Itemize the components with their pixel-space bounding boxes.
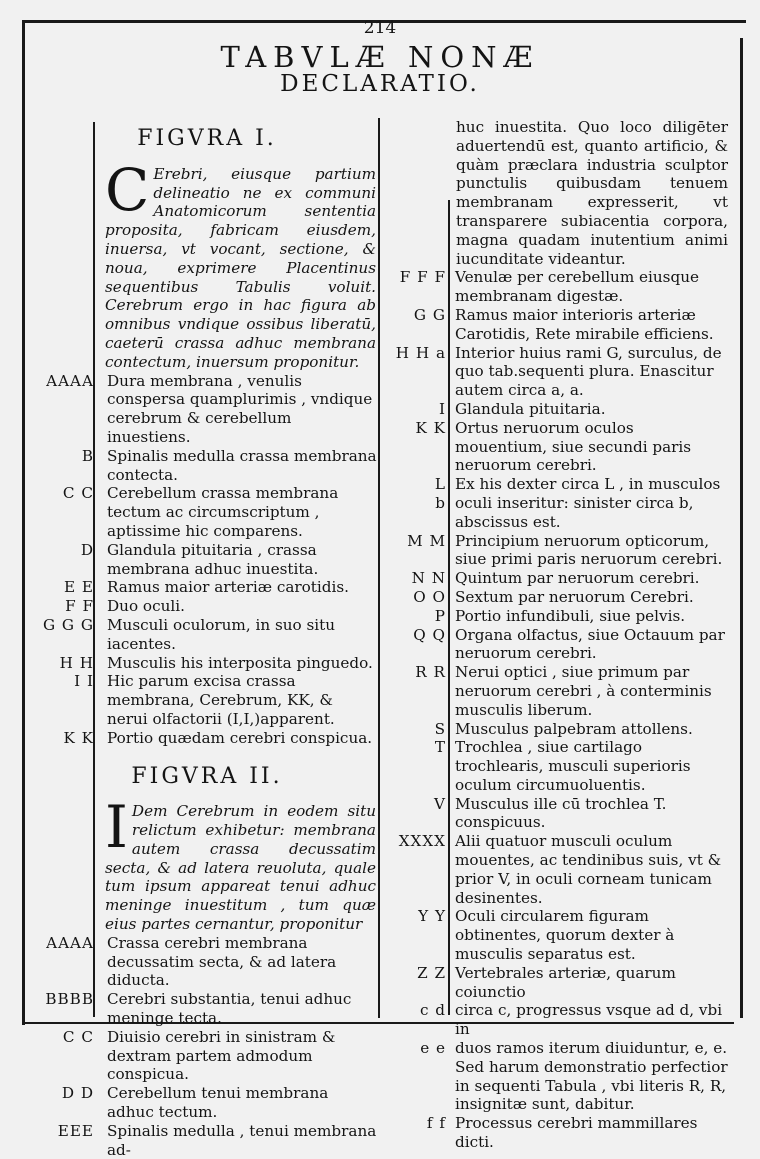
left-column — [8, 126, 378, 1159]
legend-text: Glandula pituitaria. — [455, 399, 606, 418]
legend-key: M M — [407, 531, 446, 550]
legend-entry — [8, 372, 378, 447]
figura-1-dropcap: C — [105, 155, 150, 224]
legend-text: duos ramos iterum diuiduntur, e, e. Sed harum demonstratio perfectior in sequenti Tabula , vbi literis R, R, insignitæ sunt, dabitur. — [455, 1039, 728, 1114]
legend-entry — [388, 494, 728, 532]
legend-entry — [388, 907, 728, 963]
page-number: 214 — [363, 18, 397, 38]
legend-entry — [388, 344, 728, 400]
legend-text: Glandula pituitaria , crassa membrana adhuc inuestita. — [107, 540, 319, 578]
legend-key: AAAA — [46, 933, 94, 952]
legend-entry — [388, 720, 728, 739]
legend-entry — [388, 268, 728, 306]
figura-1-heading: FIGVRA I. — [137, 126, 277, 151]
legend-entry — [8, 672, 378, 728]
legend-entry — [388, 964, 728, 1002]
legend-key: c d — [419, 1001, 446, 1020]
legend-key: f f — [426, 1114, 446, 1133]
legend-key: XXXX — [398, 832, 446, 851]
figura-1-intro — [105, 155, 376, 372]
legend-key: F F F — [399, 268, 446, 287]
legend-entry — [388, 419, 728, 475]
legend-key: S — [434, 719, 446, 738]
legend-entry — [8, 654, 378, 673]
legend-text: Quintum par neruorum cerebri. — [455, 569, 700, 588]
legend-key: Q Q — [413, 625, 446, 644]
legend-key: R R — [415, 663, 446, 682]
legend-entry — [388, 663, 728, 719]
legend-entry — [388, 832, 728, 907]
column-rule-center — [378, 118, 380, 1018]
legend-key: L — [434, 475, 446, 494]
legend-key: G G G — [42, 615, 94, 634]
legend-text: Oculi circularem figuram obtinentes, quorum dexter à musculis separatus est. — [455, 907, 675, 964]
legend-key: K K — [415, 418, 446, 437]
legend-key: AAAA — [46, 371, 94, 390]
legend-entry — [388, 1001, 728, 1039]
legend-key: I — [439, 399, 446, 418]
legend-entry — [388, 532, 728, 570]
page-subtitle: DECLARATIO. — [280, 71, 480, 97]
legend-text: Venulæ per cerebellum eiusque membranam digestæ. — [455, 268, 699, 306]
legend-entry — [388, 588, 728, 607]
legend-entry — [388, 738, 728, 794]
legend-text: Cerebellum crassa membrana tectum ac circumscriptum , aptissime hic comparens. — [107, 484, 339, 540]
legend-text: Interior huius rami G, surculus, de quo tab.sequenti plura. Enascitur autem circa a, a. — [455, 343, 722, 400]
legend-text: Portio infundibuli, siue pelvis. — [455, 606, 686, 625]
legend-key: C C — [62, 484, 94, 503]
legend-text: Alii quatuor musculi oculum mouentes, ac tendinibus suis, vt & prior V, in oculi corneam tunicam desinentes. — [455, 832, 722, 907]
legend-text: Cerebellum tenui membrana adhuc tectum. — [107, 1084, 329, 1122]
legend-text: Ortus neruorum oculos mouentium, siue secundi paris neruorum cerebri. — [455, 418, 692, 475]
legend-key: T — [434, 738, 446, 757]
legend-text: Ramus maior arteriæ carotidis. — [107, 578, 349, 597]
legend-text: Crassa cerebri membrana decussatim secta, & ad latera diducta. — [107, 933, 337, 990]
legend-text: Diuisio cerebri in sinistram & dextram partem admodum conspicua. — [107, 1027, 336, 1084]
legend-entry — [8, 1122, 378, 1159]
legend-text: Spinalis medulla crassa membrana contecta. — [107, 446, 377, 484]
legend-entry — [388, 1039, 728, 1114]
legend-text: Dura membrana , venulis conspersa quamplurimis , vndique cerebrum & cerebellum inuestiens. — [107, 371, 373, 446]
legend-key: B — [81, 446, 94, 465]
right-column — [388, 118, 728, 1152]
legend-entry — [8, 729, 378, 748]
legend-key: b — [435, 493, 446, 512]
right-rule — [740, 38, 743, 1018]
legend-entry — [8, 616, 378, 654]
continued-text: huc inuestita. Quo loco diligēter aduertendū est, quanto artificio, & quàm præclara industria sculptor punctulis quibusdam tenuem membranam expresserit, vt transparere subiacentia corpora, magna quadam inutentium animi iucunditate videantur. — [456, 118, 728, 268]
legend-text: Principium neruorum opticorum, siue primi paris neruorum cerebri. — [455, 531, 723, 569]
legend-entry — [388, 795, 728, 833]
legend-text: Musculus palpebram attollens. — [455, 719, 693, 738]
legend-key: H H — [59, 653, 94, 672]
legend-text: Organa olfactus, siue Octauum par neruorum cerebri. — [455, 625, 725, 663]
legend-text: Musculis his interposita pinguedo. — [107, 653, 373, 672]
legend-entry — [8, 597, 378, 616]
legend-entry — [8, 541, 378, 579]
legend-entry — [388, 475, 728, 494]
legend-entry — [388, 626, 728, 664]
legend-text: Ramus maior interioris arteriæ Carotidis, Rete mirabile efficiens. — [455, 305, 714, 343]
legend-text: Vertebrales arteriæ, quarum coiunctio — [455, 963, 676, 1001]
legend-text: Duo oculi. — [107, 597, 185, 616]
legend-key: G G — [413, 305, 446, 324]
figura-2-intro-text: Dem Cerebrum in eodem situ relictum exhibetur: membrana autem crassa decussatim secta, & ad latera reuoluta, quale tum ipsum appareat tenui adhuc meninge inuestitum , tum quæ eius partes cernantur, proponitur — [105, 802, 376, 934]
legend-key: V — [434, 794, 446, 813]
legend-key: C C — [62, 1027, 94, 1046]
legend-text: Sextum par neruorum Cerebri. — [455, 587, 694, 606]
legend-entry — [8, 578, 378, 597]
legend-key: E E — [63, 578, 94, 597]
legend-entry — [388, 306, 728, 344]
legend-key: D D — [61, 1084, 94, 1103]
legend-text: Spinalis medulla , tenui membrana ad- — [107, 1121, 377, 1159]
page-title: TABVLÆ NONÆ — [220, 40, 540, 74]
legend-key: F F — [65, 597, 94, 616]
legend-text: oculi inseritur: sinister circa b, abscissus est. — [455, 493, 694, 531]
figura-2-entries — [8, 934, 378, 1159]
legend-text: Musculus ille cū trochlea T. conspicuus. — [455, 794, 667, 832]
right-entries — [388, 268, 728, 1151]
legend-text: Ex his dexter circa L , in musculos — [455, 475, 721, 494]
legend-entry — [8, 484, 378, 540]
legend-key: K K — [63, 728, 94, 747]
legend-text: Trochlea , siue cartilago trochlearis, musculi superioris oculum circumuoluentis. — [455, 738, 691, 794]
legend-key: I I — [74, 672, 94, 691]
legend-text: Cerebri substantia, tenui adhuc meninge tecta. — [107, 990, 352, 1028]
figura-1-entries — [8, 372, 378, 748]
legend-key: P — [434, 606, 446, 625]
legend-entry — [8, 934, 378, 990]
figura-2-heading: FIGVRA II. — [131, 763, 283, 789]
legend-text: Processus cerebri mammillares dicti. — [455, 1114, 698, 1152]
legend-text: Musculi oculorum, in suo situ iacentes. — [107, 615, 336, 653]
legend-key: O O — [413, 587, 446, 606]
legend-text: Portio quædam cerebri conspicua. — [107, 728, 373, 747]
legend-text: Nerui optici , siue primum par neruorum cerebri , à conterminis musculis liberum. — [455, 663, 712, 719]
legend-entry — [8, 447, 378, 485]
legend-entry — [8, 990, 378, 1028]
legend-key: e e — [420, 1039, 446, 1058]
legend-text: circa c, progressus vsque ad d, vbi in — [455, 1001, 723, 1039]
figura-1-intro-text: Erebri, eiusque partium delineatio ne ex communi Anatomicorum sententia proposita, fabricam eiusdem, inuersa, vt vocant, sectione, & noua, exprimere Placentinus sequentibus Tabulis voluit. Cerebrum ergo in hac figura ab omnibus vndique ossibus liberatū, caeterū crassa adhuc membrana contectum, inuersum proponitur. — [105, 164, 376, 371]
figura-2-dropcap: I — [105, 793, 128, 862]
legend-key: EEE — [57, 1121, 94, 1140]
figura-2-intro — [105, 793, 376, 934]
legend-text: Hic parum excisa crassa membrana, Cerebrum, KK, & nerui olfactorii (I,I,)apparent. — [107, 672, 335, 728]
legend-entry — [388, 607, 728, 626]
legend-key: BBBB — [45, 990, 94, 1009]
legend-key: N N — [411, 569, 446, 588]
legend-entry — [388, 569, 728, 588]
legend-key: Z Z — [417, 963, 446, 982]
legend-entry — [388, 1114, 728, 1152]
legend-key: D — [80, 540, 94, 559]
legend-key: H H a — [395, 343, 446, 362]
legend-key: Y Y — [418, 907, 446, 926]
legend-entry — [8, 1028, 378, 1084]
legend-entry — [388, 400, 728, 419]
legend-entry — [8, 1084, 378, 1122]
